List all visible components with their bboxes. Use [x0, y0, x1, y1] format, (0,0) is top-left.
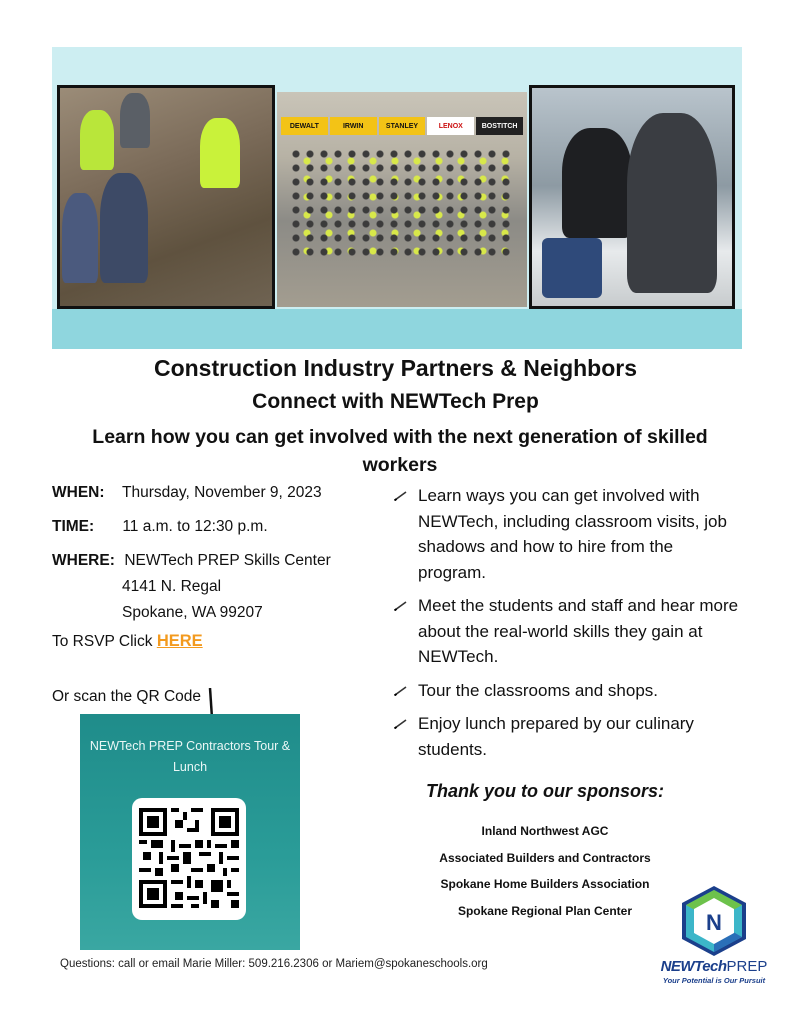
time-value: 11 a.m. to 12:30 p.m.: [122, 518, 268, 535]
hexagon-logo-icon: [654, 884, 774, 958]
logo-word-bold: NEWTech: [660, 958, 727, 975]
when-value: Thursday, November 9, 2023: [122, 484, 322, 501]
tagline-heading: Learn how you can get involved with the next generation of skilled workers: [92, 426, 708, 476]
benefits-list: [394, 483, 739, 770]
logo-word-light: PREP: [726, 958, 768, 975]
qr-card-title: NEWTech PREP Contractors Tour & Lunch: [89, 739, 291, 774]
sponsors-heading: Thank you to our sponsors:: [425, 781, 664, 801]
sponsor-item: Spokane Regional Plan Center: [457, 903, 633, 918]
qr-card: [80, 714, 300, 950]
sponsors-list: [395, 818, 695, 924]
time-label: TIME:: [52, 518, 95, 535]
list-item-text: Learn ways you can get involved with NEWTech, including classroom visits, job shadows and how to hire from the program.: [418, 486, 727, 582]
group-crowd: [289, 147, 515, 257]
headline: Construction Industry Partners & Neighbors: [153, 355, 638, 381]
sponsor-item: Spokane Home Builders Association: [440, 877, 650, 891]
list-item: [394, 678, 739, 704]
photo-group: [277, 92, 527, 307]
logo-letter: N: [706, 910, 722, 935]
sign-stanley: STANLEY: [379, 117, 426, 135]
sign-bostitch: BOSTITCH: [476, 117, 523, 135]
pencil-bullet-icon: [394, 684, 408, 696]
where-label: WHERE:: [52, 552, 115, 569]
list-item-text: Enjoy lunch prepared by our culinary students.: [418, 714, 694, 759]
list-item: [394, 483, 739, 585]
qr-code-icon: [139, 808, 239, 908]
sign-dewalt: DEWALT: [281, 117, 328, 135]
banner-band: [52, 309, 742, 349]
rsvp-text: To RSVP Click: [52, 633, 153, 650]
pencil-bullet-icon: [394, 717, 408, 729]
logo-wordmark: [654, 958, 774, 975]
where-line3: Spokane, WA 99207: [122, 604, 263, 621]
subheadline: Connect with NEWTech Prep: [252, 390, 539, 413]
list-item-text: Meet the students and staff and hear more about the real-world skills they gain at NEWTech.: [418, 596, 739, 666]
where-line1: NEWTech PREP Skills Center: [124, 552, 331, 569]
qr-code-frame[interactable]: [132, 798, 246, 920]
list-item: [394, 593, 739, 670]
sign-irwin: IRWIN: [330, 117, 377, 135]
where-line2: 4141 N. Regal: [122, 578, 222, 595]
sign-lenox: LENOX: [427, 117, 474, 135]
sponsor-signs: [277, 117, 527, 135]
rsvp-link[interactable]: HERE: [156, 632, 203, 650]
pencil-bullet-icon: [394, 489, 408, 501]
newtech-prep-logo: [654, 884, 774, 994]
pencil-bullet-icon: [394, 599, 408, 611]
sponsor-item: Inland Northwest AGC: [481, 824, 609, 838]
contact-footer: Questions: call or email Marie Miller: 509.216.2306 or Mariem@spokaneschools.org: [60, 958, 488, 970]
list-item-text: Tour the classrooms and shops.: [418, 680, 659, 700]
list-item: [394, 711, 739, 762]
qr-prompt: Or scan the QR Code: [52, 688, 202, 705]
photo-banner: [52, 47, 742, 349]
when-label: WHEN:: [52, 484, 105, 501]
photo-students-digging: [57, 85, 275, 309]
logo-tagline: Your Potential is Our Pursuit: [662, 976, 766, 985]
photo-wheelbarrow: [529, 85, 735, 309]
sponsor-item: Associated Builders and Contractors: [439, 850, 651, 865]
